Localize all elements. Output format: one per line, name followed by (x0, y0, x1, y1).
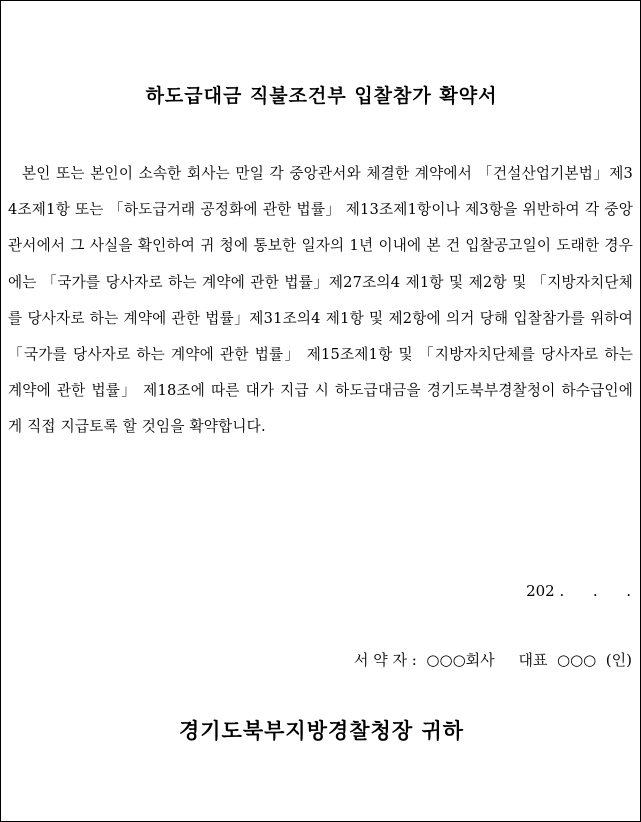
document-title: 하도급대금 직불조건부 입찰참가 확약서 (145, 85, 498, 107)
date-line: 202 . . . (526, 582, 631, 600)
recipient-line: 경기도북부지방경찰청장 귀하 (178, 718, 465, 743)
signer-line: 서 약 자 : ○○○회사 대표 ○○○ (인) (354, 651, 632, 669)
pledge-body-text: 본인 또는 본인이 소속한 회사는 만일 각 중앙관서와 체결한 계약에서 「건설산업기본법」제34조제1항 또는 「하도급거래 공정화에 관한 법률」 제13조제1항이나 제3항을 위반하여 각 중앙관서에서 그 사실을 확인하여 귀 청에 통보한 일자의 1년 이내에 본 건 입찰공고일이 도래한 경우에는 「국가를 당사자로 하는 계약에 관한 법률」제27조의4 제1항 및 제2항 및 「지방자치단체를 당사자로 하는 계약에 관한 법률」제31조의4 제1항 및 제2항에 의거 당해 입찰참가를 위하여 「국가를 당사자로 하는 계약에 관한 법률」 제15조제1항 및 「지방자치단체를 당사자로 하는 계약에 관한 법률」 제18조에 따른 대가 지급 시 하도급대금을 경기도북부경찰청이 하수급인에게 직접 지급토록 할 것임을 확약합니다. (8, 165, 633, 436)
